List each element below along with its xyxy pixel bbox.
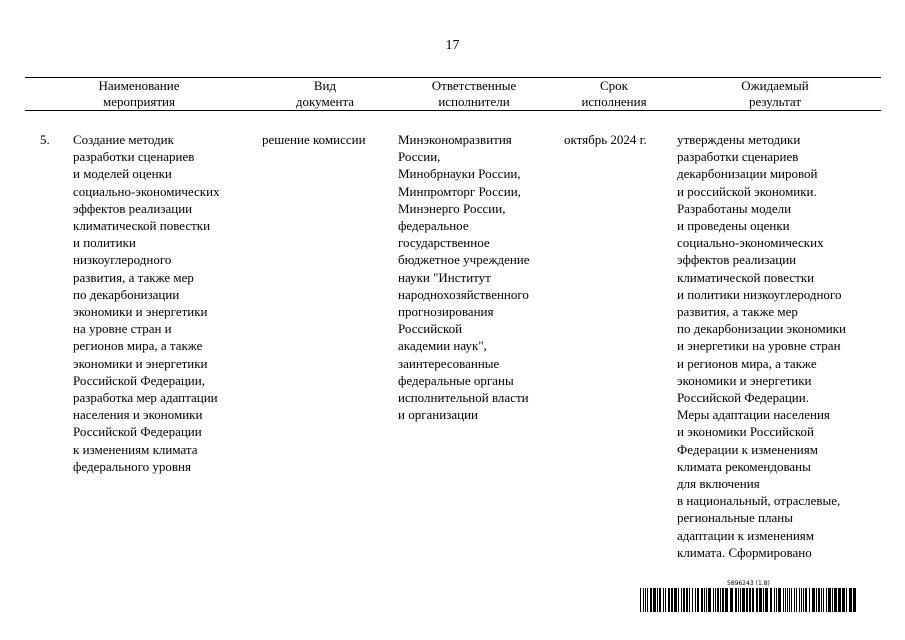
barcode-bar	[823, 588, 824, 612]
barcode-bar	[789, 588, 790, 612]
barcode-bar	[826, 588, 827, 612]
cell-line: развития, а также мер	[73, 269, 194, 285]
header-responsible	[395, 78, 553, 110]
barcode-bar	[821, 588, 822, 612]
cell-line: и политики низкоуглеродного	[677, 286, 842, 302]
header-line: Срок	[600, 78, 628, 93]
cell-line: эффектов реализации	[73, 200, 193, 216]
event-name-cell	[73, 131, 220, 475]
cell-line: экономики и энергетики	[73, 304, 208, 320]
cell-line: и проведены оценки	[677, 218, 790, 234]
cell-line: заинтересованные	[398, 355, 500, 371]
barcode-bar	[686, 588, 688, 612]
cell-line: разработки сценариев	[677, 149, 799, 165]
cell-line: климатической повестки	[677, 269, 815, 285]
barcode-bar	[749, 588, 751, 612]
cell-line: бюджетное учреждение	[398, 252, 530, 268]
cell-line: утверждены методики	[677, 132, 801, 147]
barcode-bar	[657, 588, 658, 612]
barcode-bar	[678, 588, 679, 612]
cell-line: низкоуглеродного	[73, 252, 172, 268]
cell-line: социально-экономических	[73, 183, 220, 199]
barcode-bar	[752, 588, 754, 612]
barcode-bar	[683, 588, 685, 612]
deadline-cell	[564, 131, 647, 148]
barcode-bar	[695, 588, 696, 612]
header-line: Ответственные	[431, 78, 517, 93]
cell-line: народнохозяйственного	[398, 286, 529, 302]
header-deadline	[560, 78, 668, 110]
barcode-bar	[735, 588, 737, 612]
barcode-bar	[756, 588, 758, 612]
barcode-bar	[720, 588, 721, 612]
barcode-bar	[805, 588, 807, 612]
cell-line: климата. Сформировано	[677, 544, 812, 560]
barcode-bar	[647, 588, 648, 612]
cell-line: регионов мира, а также	[73, 338, 203, 354]
barcode-bar	[818, 588, 820, 612]
barcode-bar	[746, 588, 748, 612]
barcode-bar	[650, 588, 652, 612]
header-event-name	[62, 78, 216, 110]
cell-line: исполнительной власти	[398, 390, 529, 406]
barcode-bar	[653, 588, 656, 612]
cell-line: Разработаны модели	[677, 200, 792, 216]
barcode-bar	[715, 588, 716, 612]
responsible-cell	[398, 131, 530, 423]
barcode-bar	[849, 588, 852, 612]
cell-line: прогнозирования	[398, 304, 494, 320]
barcode-bar	[846, 588, 847, 612]
cell-line: социально-экономических	[677, 235, 824, 251]
barcode-bar	[812, 588, 815, 612]
barcode-bar	[765, 588, 768, 612]
barcode-bar	[704, 588, 705, 612]
barcode-bar	[778, 588, 781, 612]
cell-line: академии наук",	[398, 338, 487, 354]
row-number: 5.	[40, 132, 50, 147]
cell-line: Федерации к изменениям	[677, 441, 818, 457]
cell-line: климата рекомендованы	[677, 458, 811, 474]
barcode-bar	[681, 588, 682, 612]
cell-line: по декарбонизации экономики	[677, 321, 846, 337]
cell-line: разработка мер адаптации	[73, 390, 218, 406]
header-line: Ожидаемый	[741, 78, 809, 93]
cell-line: и российской экономики.	[677, 183, 817, 199]
barcode-bar	[834, 588, 837, 612]
cell-line: Создание методик	[73, 132, 174, 147]
barcode-bar	[832, 588, 833, 612]
cell-line: и энергетики на уровне стран	[677, 338, 841, 354]
header-line: результат	[748, 94, 802, 109]
barcode-bar	[659, 588, 661, 612]
header-line: Вид	[313, 78, 337, 93]
barcode-bar	[738, 588, 739, 612]
document-type-cell	[262, 131, 366, 148]
barcode-bar	[708, 588, 711, 612]
page-number: 17	[445, 38, 460, 53]
expected-result-cell	[677, 131, 846, 561]
cell-line: для включения	[677, 476, 760, 492]
barcode-bar	[668, 588, 670, 612]
cell-line: региональные планы	[677, 510, 793, 526]
cell-line: федерального уровня	[73, 458, 191, 474]
barcode-bar	[671, 588, 673, 612]
cell-line: Минпромторг России,	[398, 183, 521, 199]
header-expected-result	[675, 78, 875, 110]
cell-line: федеральные органы	[398, 372, 514, 388]
barcode-bar	[842, 588, 845, 612]
cell-line: населения и экономики	[73, 407, 203, 423]
cell-line: Минэкономразвития	[398, 132, 512, 147]
cell-line: решение комиссии	[262, 132, 366, 147]
barcode-bar	[774, 588, 775, 612]
barcode-bar	[697, 588, 699, 612]
barcode-bar	[776, 588, 777, 612]
cell-line: декарбонизации мировой	[677, 166, 818, 182]
header-document-type	[265, 78, 385, 110]
barcode-bar	[713, 588, 714, 612]
barcode-bar	[701, 588, 703, 612]
cell-line: и организации	[398, 407, 478, 423]
barcode	[640, 588, 856, 612]
barcode-bar	[853, 588, 856, 612]
cell-line: климатической повестки	[73, 218, 211, 234]
barcode-bar	[783, 588, 784, 612]
header-line: исполнители	[438, 94, 510, 109]
cell-line: Российской Федерации	[73, 424, 202, 440]
cell-line: адаптации к изменениям	[677, 527, 814, 543]
cell-line: Российской	[398, 321, 463, 337]
barcode-bar	[689, 588, 690, 612]
header-line: документа	[295, 94, 355, 109]
barcode-bar	[725, 588, 728, 612]
barcode-bar	[838, 588, 841, 612]
barcode-bar	[828, 588, 831, 612]
barcode-bar	[763, 588, 764, 612]
cell-line: на уровне стран и	[73, 321, 172, 337]
table-header-bottom-rule	[25, 110, 881, 111]
barcode-bar	[742, 588, 745, 612]
barcode-bar	[740, 588, 741, 612]
barcode-bar	[791, 588, 792, 612]
cell-line: Меры адаптации населения	[677, 407, 830, 423]
cell-line: разработки сценариев	[73, 149, 195, 165]
barcode-bar	[787, 588, 788, 612]
barcode-bar	[722, 588, 724, 612]
cell-line: Минобрнауки России,	[398, 166, 521, 182]
barcode-bar	[759, 588, 762, 612]
barcode-bar	[643, 588, 644, 612]
cell-line: Минэнерго России,	[398, 200, 506, 216]
header-line: исполнения	[581, 94, 647, 109]
cell-line: в национальный, отраслевые,	[677, 493, 841, 509]
cell-line: и моделей оценки	[73, 166, 172, 182]
cell-line: Российской Федерации,	[73, 372, 205, 388]
barcode-bar	[663, 588, 664, 612]
barcode-bar	[640, 588, 641, 612]
cell-line: и политики	[73, 235, 136, 251]
barcode-bar	[665, 588, 666, 612]
header-line: Наименование	[98, 78, 180, 93]
cell-line: науки "Институт	[398, 269, 491, 285]
barcode-bar	[770, 588, 772, 612]
barcode-bar	[816, 588, 817, 612]
cell-line: Российской Федерации.	[677, 390, 809, 406]
barcode-bar	[801, 588, 802, 612]
cell-line: и регионов мира, а также	[677, 355, 817, 371]
barcode-bar	[706, 588, 707, 612]
barcode-code: 5896243 (1.8)	[727, 580, 770, 587]
barcode-bar	[674, 588, 677, 612]
barcode-bar	[692, 588, 693, 612]
header-line: мероприятия	[102, 94, 175, 109]
barcode-bar	[794, 588, 795, 612]
cell-line: эффектов реализации	[677, 252, 797, 268]
barcode-bar	[645, 588, 646, 612]
barcode-bar	[796, 588, 797, 612]
barcode-bar	[803, 588, 804, 612]
cell-line: экономики и энергетики	[73, 355, 208, 371]
cell-line: России,	[398, 149, 441, 165]
barcode-bar	[809, 588, 810, 612]
cell-line: октябрь 2024 г.	[564, 132, 647, 147]
barcode-bar	[785, 588, 786, 612]
cell-line: экономики и энергетики	[677, 372, 812, 388]
cell-line: федеральное	[398, 218, 469, 234]
barcode-bar	[799, 588, 800, 612]
cell-line: государственное	[398, 235, 490, 251]
cell-line: по декарбонизации	[73, 286, 180, 302]
barcode-bar	[717, 588, 719, 612]
cell-line: и экономики Российской	[677, 424, 814, 440]
cell-line: к изменениям климата	[73, 441, 198, 457]
barcode-bar	[730, 588, 733, 612]
cell-line: развития, а также мер	[677, 304, 798, 320]
